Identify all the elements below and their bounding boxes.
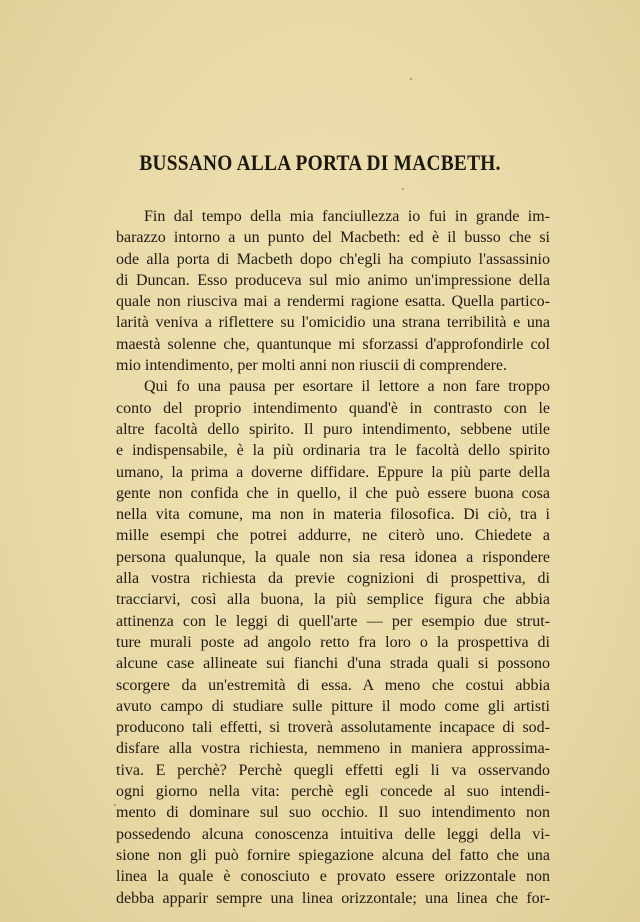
text-line: tracciarvi, così alla buona, la più semplice figura che abbia: [116, 591, 550, 609]
text-line: Qui fo una pausa per esortare il lettore a non fare troppo: [144, 378, 550, 396]
paragraph-2: [116, 376, 550, 908]
paper-speck: [410, 78, 412, 80]
text-line: ode alla porta di Macbeth dopo ch'egli ha compiuto l'assassinio: [116, 250, 550, 268]
chapter-title: BUSSANO ALLA PORTA DI MACBETH.: [139, 150, 501, 175]
text-line: linea la quale è conosciuto e provato essere orizzontale non: [116, 868, 550, 886]
text-line: alcune case allineate sui fianchi d'una strada quali si possono: [116, 655, 550, 673]
paper-speck: [402, 188, 404, 190]
text-line: umano, la prima a doverne diffidare. Eppure la più parte della: [116, 463, 550, 481]
text-line: larità veniva a riflettere su l'omicidio una strana terribilità e una: [116, 314, 550, 332]
text-line: barazzo intorno a un punto del Macbeth: ed è il busso che si: [116, 229, 550, 247]
text-line: sione non gli può fornire spiegazione alcuna del fatto che una: [116, 846, 550, 864]
text-line: gente non confida che in quello, il che può essere buona cosa: [116, 484, 550, 502]
text-line: di Duncan. Esso produceva sul mio animo un'impressione della: [116, 271, 550, 289]
text-line: ture murali poste ad angolo retto fra loro o la prospettiva di: [116, 633, 550, 651]
text-line: quale non riusciva mai a rendermi ragione esatta. Quella partico-: [116, 293, 550, 311]
text-line: Fin dal tempo della mia fanciullezza io fui in grande im-: [144, 208, 550, 225]
text-line: persona qualunque, la quale non sia resa idonea a rispondere: [116, 548, 550, 566]
paragraph-1: [116, 206, 550, 376]
text-line: mento di dominare sul suo occhio. Il suo intendimento non: [116, 804, 550, 822]
text-line: e indispensabile, è la più ordinaria tra le facoltà dello spirito: [116, 442, 550, 460]
text-line: alla vostra richiesta da previe cognizioni di prospettiva, di: [116, 570, 550, 588]
text-line: debba apparir sempre una linea orizzontale; una linea che for-: [116, 889, 550, 907]
text-line: possedendo alcuna conoscenza intuitiva delle leggi della vi-: [116, 825, 550, 843]
text-line: tiva. E perchè? Perchè quegli effetti egli li va osservando: [116, 761, 550, 779]
text-line: ogni giorno nella vita: perchè egli concede al suo intendi-: [116, 783, 550, 801]
text-line: altre facoltà dello spirito. Il puro intendimento, sebbene utile: [116, 420, 550, 438]
text-line: mille esempi che potrei addurre, ne citerò uno. Chiedete a: [116, 527, 550, 545]
text-line: nella vita comune, ma non in materia filosofica. Di ciò, tra i: [116, 506, 550, 524]
text-line: scorgere da un'estremità di essa. A meno che costui abbia: [116, 676, 550, 694]
text-line: conto del proprio intendimento quand'è in contrasto con le: [116, 399, 550, 417]
body-text: [116, 206, 550, 909]
text-line: disfare alla vostra richiesta, nemmeno in maniera approssima-: [116, 740, 550, 758]
text-line: maestà solenne che, quantunque mi sforzassi d'approfondirle col: [116, 335, 550, 353]
text-line: avuto campo di studiare sulle pitture il modo come gli artisti: [116, 697, 550, 715]
text-line: producono tali effetti, si troverà assolutamente incapace di sod-: [116, 719, 550, 737]
text-line: attinenza con le leggi di quell'arte — per esempio due strut-: [116, 612, 550, 630]
text-line: mio intendimento, per molti anni non riuscii di comprendere.: [116, 357, 508, 375]
